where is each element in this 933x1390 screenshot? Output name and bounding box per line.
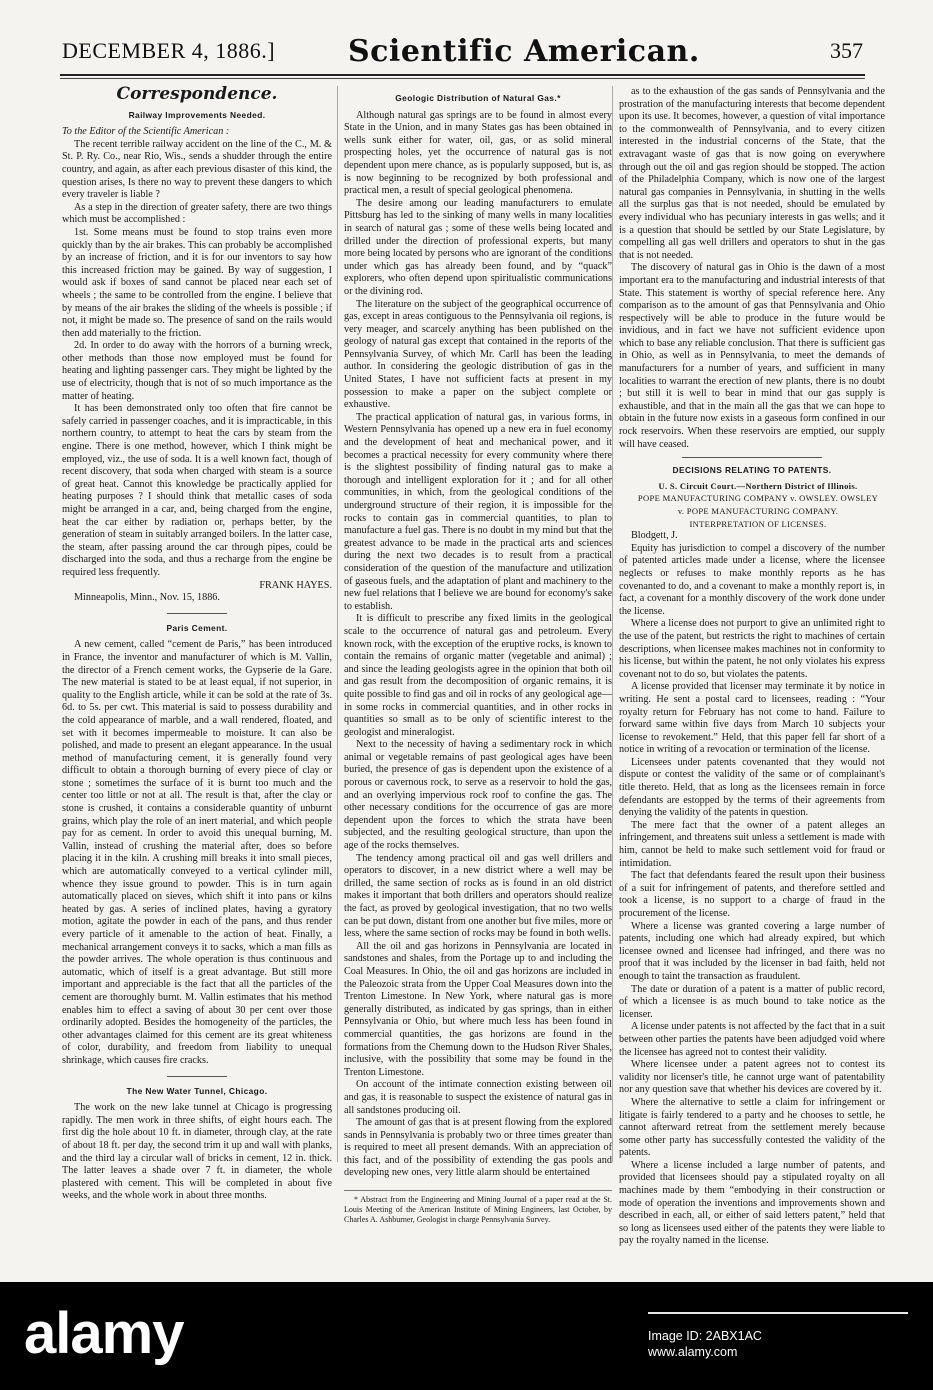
paragraph: The literature on the subject of the geographical occurrence of gas, except in areas contiguous to the Pennsylvania oil regions, is very meager, and scarcely anything has been published on the geology of natural gas except that contained in the reports of the Pennsylvania Survey, of which Mr. Carll has been the leading author. In considering the geologic distribution of gas in the United States, I have not sufficient facts at present in my possession to make a paper on the subject complete or exhaustive. [344, 298, 612, 411]
divider [167, 613, 227, 614]
header-rule [60, 74, 865, 76]
page-number: 357 [830, 38, 863, 63]
paragraph: The work on the new lake tunnel at Chicago is progressing rapidly. The men work in three shifts, of eight hours each. The first dig the hole about 10 ft. in diameter, through clay, at the rate of about 18 ft. per day, the second trim it up and wall with planks, and the third lay a circular wall of bricks in cement, 12 in. thick. The latter leaves a shade over 7 ft. in diameter, the whole plastered with cement. This will be completed in about five weeks, and the whole work in about three months. [62, 1102, 332, 1202]
paragraph: Although natural gas springs are to be found in almost every State in the Union, and in many States gas has been obtained in wells sunk either for water, oil, gas, or as solid mineral prospecting holes, yet the occurrence of natural gas is not dependent upon mere chance, as is popularly supposed, but is, as is now beginning to be recognized by both professional and practical men, a result of special geological phenomena. [344, 109, 612, 197]
divider [167, 1076, 227, 1077]
issue-date: DECEMBER 4, 1886.] [62, 38, 276, 63]
article-title-railway: Railway Improvements Needed. [128, 109, 266, 120]
header-rule-thin [60, 78, 865, 79]
court-line: U. S. Circuit Court.—Northern District of Illinois. [658, 480, 858, 491]
column-1 [62, 84, 332, 1202]
column-2 [337, 86, 612, 1225]
paragraph: A license provided that licenser may terminate it by notice in writing. He sent a postal card to licensees, reading : “Your royalty return for February has not come to hand. Failure to forward same within five days from March 10 subjects your license to revokement.” Held, that this paper fell far short of a notice in writing of a revocation or termination of the license. [619, 681, 885, 756]
paragraph: Next to the necessity of having a sedimentary rock in which animal or vegetable remains of past geological ages have been buried, the presence of gas is dependent upon the existence of a porous or cavernous rock, to serve as a reservoir to hold the gas, and an overlying impervious rock roof to confine the gas. The other necessary conditions for the occurrence of gas are more dependent upon the forces to which the strata have been subjected, and the resulting geological structure, than upon the age of the rocks themselves. [344, 739, 612, 852]
banner-decoration [648, 1304, 908, 1322]
stock-banner [0, 1282, 933, 1390]
divider [682, 457, 822, 458]
paragraph: The practical application of natural gas, in various forms, in Western Pennsylvania has opened up a new era in fuel economy and the development of heat and mechanical power, and it becomes a practical necessity for every community where there is the slightest possibility of finding natural gas to make a thorough and intelligent exploration for it ; and for all other communities, in which, from the geological conditions of the underground structure of their region, it is impossible for the rocks to contain gas in commercial quantities, to plan to manufacture a fuel gas. There is no doubt in my mind but that the greatest advance to be made in the practical arts and sciences during the next two decades is to result from a practical consideration of the question of the manufacture and utilization of gaseous fuels, and the adaptation of plant and machinery to the new fuel relations that I believe we are bound for economy's sake to establish. [344, 411, 612, 612]
paragraph: Where a license included a large number of patents, and provided that licensees should pay a stipulated royalty on all machines made by them “embodying in their construction or mode of operation the inventions and improvements shown and described in each, all, or either of said letters patent,” held that so long as licensees used either of the patents they were liable to pay the royalty named in the license. [619, 1159, 885, 1247]
footnote-text: * Abstract from the Engineering and Mining Journal of a paper read at the St. Louis Meeting of the American Institute of Mining Engineers, last October, by Charles A. Ashburner, Geologist in charge Pennsylvania Survey. [344, 1195, 612, 1225]
alamy-logo: alamy [24, 1301, 184, 1366]
paragraph: Where the alternative to settle a claim for infringement or litigate is fairly tendered to a party and he chooses to settle, he cannot afterward retreat from the settlement merely because some other party has successfully contested the validity of the patents. [619, 1096, 885, 1159]
paragraph: It has been demonstrated only too often that fire cannot be safely carried in passenger coaches, and it is impracticable, in this northern country, to attempt to heat the cars by steam from the engine. There is one method, however, which I think might be employed, viz., the use of soda. It is a well known fact, though of recent discovery, that soda when charged with steam is a source of great heat. Cannot this knowledge be practically applied for heating purposes ? I should think that metallic cases of soda might be arranged in a car, and, being charged from the engine, heat the car either by radiation or, perhaps better, by the generation of steam in suitably arranged boilers. In the latter case, the steam, after passing around the car through pipes, could be discharged into the soda, and thus a recharge from the engine be required less frequently. [62, 403, 332, 578]
article-title-gas: Geologic Distribution of Natural Gas.* [395, 93, 561, 103]
paragraph: The fact that defendants feared the result upon their business of a suit for infringement of patents, and therefore settled and took a license, is no support to a charge of fraud in the procurement of the license. [619, 870, 885, 919]
paragraph: The mere fact that the owner of a patent alleges an infringement, and threatens suit unless a settlement is made with him, cannot be held to make such settlement void for fraud or intimidation. [619, 819, 885, 869]
editor-salutation: To the Editor of the Scientific American : [62, 126, 230, 138]
paragraph: Licensees under patents covenanted that they would not dispute or contest the validity of the same or of complainant's title thereto. Held, that as long as the licensees remain in force defendants are estopped by the terms of their agreements from denying the validity of the patents in question. [619, 756, 885, 819]
paragraph: On account of the intimate connection existing between oil and gas, it is reasonable to suspect the existence of natural gas in all sandstones producing oil. [344, 1079, 612, 1116]
article-title-cement: Paris Cement. [166, 622, 228, 633]
column-3 [612, 86, 885, 1247]
paragraph: As a step in the direction of greater safety, there are two things which must be accomplished : [62, 201, 332, 226]
parties-line: v. POPE MANUFACTURING COMPANY. [677, 506, 839, 516]
paragraph: Equity has jurisdiction to compel a discovery of the number of patented articles made under a license, where the licensee neglects or refuses to make monthly reports as he has covenanted to do, and a covenant to make a monthly report is, in fact, a covenant for a monthly discovery of the work done under the license. [619, 542, 885, 617]
paragraph: All the oil and gas horizons in Pennsylvania are located in sandstones and shales, from the Portage up to and including the Coal Measures. In Ohio, the oil and gas horizons are included in the Paleozoic strata from the Upper Coal Measures down into the Trenton Limestone. In New York, where natural gas is more generally distributed, as indicated by gas springs, than in either Pennsylvania or Ohio, but where much less has been found in commercial quantities, the gas horizons are found in the formations from the Chemung down to the Hudson River Shales, inclusive, with the possibility that some may be found in the Trenton Limestone. [344, 940, 612, 1078]
article-title-decisions: DECISIONS RELATING TO PATENTS. [672, 465, 832, 476]
paragraph: 2d. In order to do away with the horrors of a burning wreck, other methods than those now employed must be found for heating and lighting passenger cars. They might be lighted by the use of electricity, though that is not of so much importance as the matter of heating. [62, 340, 332, 402]
parties-line: POPE MANUFACTURING COMPANY v. OWSLEY. OWSLEY [637, 493, 879, 504]
image-id: Image ID: 2ABX1AC [648, 1329, 762, 1343]
paragraph: It is difficult to prescribe any fixed limits in the geological scale to the occurrence of natural gas and petroleum. Every known rock, with the exception of the eruptive rocks, is known to contain the remains of organic matter (vegetable and animal) ; and since the leading geologists agree in the opinion that both oil and gas result from the decomposition of organic remains, it is quite possible to find gas and oil in rocks of any geological age—in some rocks in commercial quantities, and in other rocks in quantities so small as to be only of scientific interest to the geologist and mineralogist. [344, 613, 612, 738]
paragraph: The tendency among practical oil and gas well drillers and operators to discover, in a new district where a well may be drilled, the same section of rocks as is found in an old district makes it important that both drillers and operators should realize the fact, as proved by geological investigation, that no two wells can be put down, distant from one another but five miles, more or less, where the same section of rocks may be found in both wells. [344, 852, 612, 940]
paragraph: A new cement, called “cement de Paris,” has been introduced in France, the inventor and manufacturer of which is M. Vallin, the director of a French cement works, the Gypserie de la Gare. The new material is stated to be at least equal, if not superior, in quality to the English article, while it can be sold at the rate of 3s. 6d. to 5s. per cwt. This material is said to possess durability and the cold appearance of marble, and a wall rendered, floated, and set with it becomes impermeable to moisture. It can also be polished, and made to present an elegant appearance. In the usual method of manufacturing cement, it is generally found very difficult to obtain a thorough burning of every piece of clay or stone ; sometimes the surface of it is burnt too much and the center too little or not at all. The result is that, after the clay or stone is crushed, it contains a considerable quantity of unburnt grains, which play the role of an inert material, and which people pay for as cement. In order to avoid this unequal burning, M. Vallin, instead of crushing the material after, does so before placing it in the kiln. A crushing mill breaks it into small pieces, which are automatically conveyed to a vertical cylinder mill, whence they issue ground to powder. This is in turn again automatically placed on sieves, which shift it into pans or kilns heated by gas. A series of inclined plates, having a gyratory motion, agitate the powder in each of the pans, and thus render every particle of it amenable to the action of heat. Finally, a mechanical arrangement conveys it to sacks, which a man fills as the powder arrives. The whole operation is thus continuous and automatic, which of itself is a great advantage. But still more important and appreciable is the fact that all the particles of the cement are thoroughly burnt. M. Vallin estimates that his method enables him to effect a saving of about 30 per cent over those ordinarily adopted. Besides the homogeneity of the particles, the other advantages claimed for this cement are its great whiteness of color, durability, and freedom from liability to unequal shrinkage, which causes fire cracks. [62, 639, 332, 1066]
judge-line: Blodgett, J. [631, 530, 678, 542]
paragraph: The recent terrible railway accident on the line of the C., M. & St. P. Ry. Co., near Rio, Wis., sends a shudder through the entire country, and again, as after each previous disaster of this kind, the question arises, Is there no way to prevent these dangers to which every traveler is liable ? [62, 138, 332, 201]
signature: FRANK HAYES. [259, 579, 332, 591]
interpretation-line: INTERPRETATION OF LICENSES. [689, 518, 827, 529]
paragraph: as to the exhaustion of the gas sands of Pennsylvania and the prostration of the manufacturing interests that become dependent upon its use. It becomes, however, a question of vital importance to the commonwealth of Pennsylvania, and to every citizen interested in the industrial concerns of the State, that the extravagant waste of gas that is now going on everywhere through out the oil and gas region should be stopped. The action of the Philadelphia Company, which is now one of the largest natural gas companies in Pennsylvania, in shutting in the wells all the surplus gas that is not needed, should be emulated by every individual who has pecuniary interests in gas wells; and it is a question that should be settled by our State Legislature, by compelling all gas well drillers and operators to shut in the gas that is not needed. [619, 86, 885, 261]
article-title-tunnel: The New Water Tunnel, Chicago. [126, 1085, 268, 1096]
paragraph: 1st. Some means must be found to stop trains even more quickly than by the air brakes. This can probably be accomplished by an increase of friction, and it is for our inventors to say how this increased friction may be gained. By way of suggestion, I would ask if boxes of sand cannot be placed near each set of wheels ; the same to be controlled from the engine. I believe that by means of the air brakes the sliding of the wheels is possible ; if not, it might be made so. The presence of sand on the rails would then add materially to the friction. [62, 226, 332, 339]
paragraph: The desire among our leading manufacturers to emulate Pittsburg has led to the sinking of many wells in many localities in search of natural gas ; some of these wells being located and drilled under the direction of professional experts, but many more being located by persons who are ignorant of the conditions under which gas has already been found, and by “quack” explorers, who often depend upon spiritualistic communications or the divining rod. [344, 197, 612, 297]
paragraph: The amount of gas that is at present flowing from the explored sands in Pennsylvania is probably two or three times greater than is required to meet all present demands. With an appreciation of this fact, and of the possibility of extending the gas pools and developing new ones, very little alarm should be entertained [344, 1117, 612, 1179]
paragraph: Where a license was granted covering a large number of patents, including one which had already expired, but which licensee owned and licensee had infringed, and there was no proof that it was included by the licenser in bad faith, held not enough to taint the transaction as fraudulent. [619, 920, 885, 982]
section-title: Correspondence. [116, 84, 278, 104]
paragraph: The date or duration of a patent is a matter of public record, of which a licensee is as much bound to take notice as the licenser. [619, 983, 885, 1020]
banner-url: www.alamy.com [648, 1345, 738, 1359]
banner-line [648, 1312, 908, 1314]
paragraph: Where a license does not purport to give an unlimited right to the use of the patent, but restricts the right to machines of certain descriptions, when licensee makes machines not in conformity to his license, but within the patent, he not only violates his express covenant not to do so, but violates the patents. [619, 618, 885, 680]
footnote [344, 1190, 612, 1225]
dateline: Minneapolis, Minn., Nov. 15, 1886. [74, 592, 220, 604]
banner-info [648, 1328, 762, 1360]
paragraph: The discovery of natural gas in Ohio is the dawn of a most important era to the manufacturing and industrial interests of that State. This statement is worthy of special reference here. Any comparison as to the amount of gas that Pennsylvania and Ohio respectively will be able to produce in the future would be invidious, and in fact we have not sufficient evidence upon which to base any reliable conclusion. That there is sufficient gas in Ohio, as well as in Pennsylvania, to meet the demands of manufacturers for a number of years, and sufficient in many localities to warrant the erection of new plants, there is no doubt ; but still it is well to bear in mind that our gas supply is exhaustible, and that in the main all the gas that we can hope to obtain in the future now exists in a gaseous form confined in our rock reservoirs. When these reservoirs are emptied, our supply will have ceased. [619, 262, 885, 450]
masthead: Scientific American. [348, 34, 700, 69]
paragraph: Where licensee under a patent agrees not to contest its validity nor licenser's title, he cannot urge want of patentability nor any question save that whether his devices are covered by it. [619, 1059, 885, 1096]
paragraph: A license under patents is not affected by the fact that in a suit between other parties the patents have been adjudged void where the licensee has agreed not to contest their validity. [619, 1021, 885, 1058]
